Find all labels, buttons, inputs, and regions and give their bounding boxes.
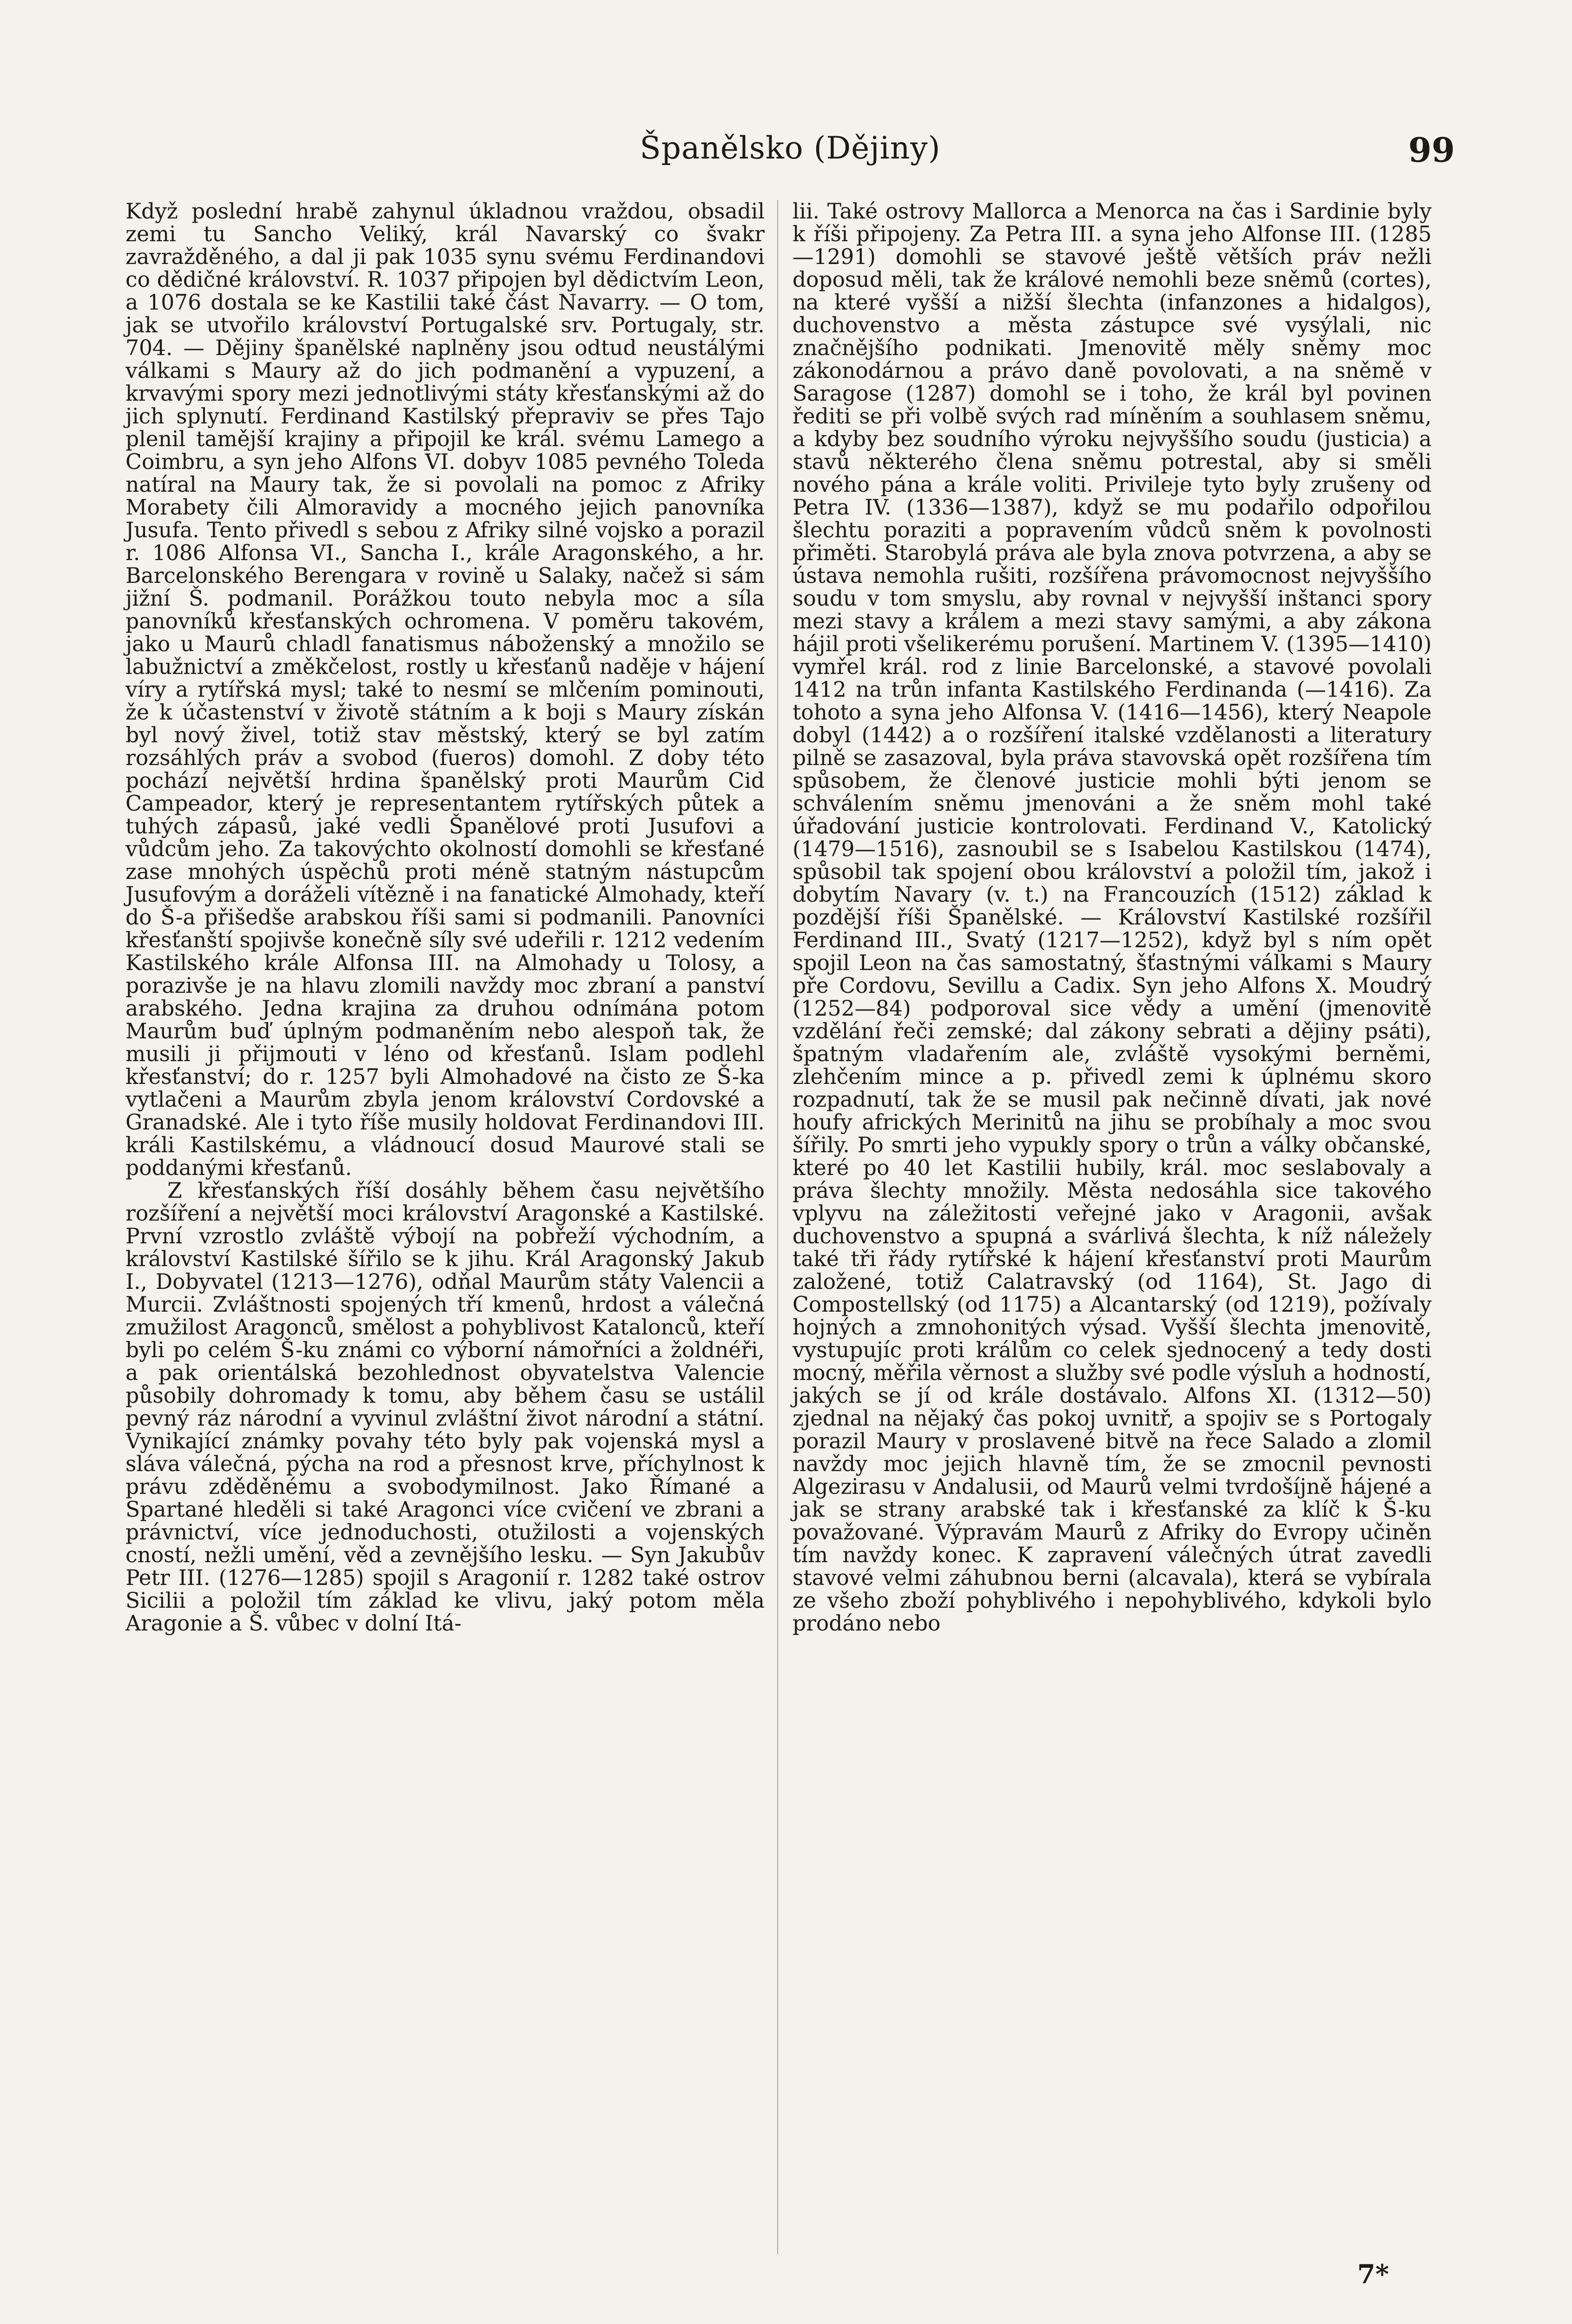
paragraph: lii. Také ostrovy Mallorca a Menorca na čas i Sardinie byly k říši připojeny. Za Petra III. a syna jeho Alfonse III. (1285—1291) domohli se stavové ještě větších práv nežli doposud měli, tak že králové nemohli beze sněmů (cortes), na které vyšší a nižší šlechta (infanzones a hidalgos), duchovenstvo a města zástupce své vysýlali, nic značnějšího podnikati. Jmenovitě měly sněmy moc zákonodárnou a právo daně povolovati, a na sněmě v Saragose (1287) domohl se i toho, že král byl povinen řediti se při volbě svých rad míněním a souhlasem sněmu, a kdyby bez soudního výroku nejvyššího soudu (justicia) a stavů některého člena sněmu potrestal, aby si směli nového pána a krále voliti. Privileje tyto byly zrušeny od Petra IV. (1336—1387), když se mu podařilo odpořilou šlechtu poraziti a popravením vůdců sněm k povolnosti přiměti. Starobylá práva ale byla znova potvrzena, a aby se ústava nemohla rušiti, rozšířena právomocnost nejvyššího soudu v tom smyslu, aby rovnal v nejvyšší inštanci spory mezi stavy a králem a mezi stavy samými, a aby zákona hájil proti všelikerému porušení. Martinem V. (1395—1410) vymřel král. rod z linie Barcelonské, a stavové povolali 1412 na trůn infanta Kastilského Ferdinanda (—1416). Za tohoto a syna jeho Alfonsa V. (1416—1456), který Neapole dobyl (1442) a o rozšíření italské vzdělanosti a literatury pilně se zasazoval, byla práva stavovská opět rozšířena tím spůsobem, že členové justicie mohli býti jenom se schválením sněmu jmenováni a že sněm mohl také úřadování justicie kontrolovati. Ferdinand V., Katolický (1479—1516), zasnoubil se s Isabelou Kastilskou (1474), spůsobil tak spojení obou království a položil tím, jakož i dobytím Navary (v. t.) na Francouzích (1512) základ k pozdější říši Španělské. — Království Kastilské rozšířil Ferdinand III., Svatý (1217—1252), když byl s ním opět spojil Leon na čas samostatný, šťastnými válkami s Maury pře Cordovu, Sevillu a Cadix. Syn jeho Alfons X. Moudrý (1252—84) podporoval sice vědy a umění (jmenovitě vzdělání řeči zemské; dal zákony sebrati a dějiny psáti), špatným vladařením ale, zvláště vysokými berněmi, zlehčením mince a p. přivedl zemi k úplnému skoro rozpadnutí, tak že se musil pak nečinně dívati, jak nové houfy afrických Merinitů na jihu se probíhaly a moc svou šířily. Po smrti jeho vypukly spory o trůn a války občanské, které po 40 let Kastilii hubily, král. moc seslabovaly a práva šlechty množily. Města nedosáhla sice takového vplyvu na záležitosti veřejné jako v Aragonii, avšak duchovenstvo a spupná a svárlivá šlechta, k níž náležely také tři řády rytířské k hájení křesťanství proti Maurům založené, totiž Calatravský (od 1164), St. Jago di Compostellský (od 1175) a Alcantarský (od 1219), požívaly hojných a zmnohonitých výsad. Vyšší šlechta jmenovitě, vystupujíc proti králům co celek sjednocený a tedy dosti mocný, měřila věrnost a služby své podle výsluh a hodností, jakých se jí od krále dostávalo. Alfons XI. (1312—50) zjednal na nějaký čas pokoj uvnitř, a spojiv se s Portogaly porazil Maury v proslavené bitvě na řece Salado a zlomil navždy moc jejich hlavně tím, že se zmocnil pevnosti Algezirasu v Andalusii, od Maurů velmi tvrdošíjně hájené a jak se strany arabské tak i křesťanské za klíč k Š-ku považované. Výpravám Maurů z Afriky do Evropy učiněn tím navždy konec. K zapravení válečných útrat zavedli stavové velmi záhubnou berni (alcavala), která se vybírala ze všeho zboží pohyblivého i nepohyblivého, kdykoli bylo prodáno nebo (793, 199, 1432, 1636)
column-divider (777, 200, 778, 2254)
running-title: Španělsko (Dějiny) (640, 130, 941, 166)
signature-mark: 7* (1357, 2259, 1389, 2290)
left-column (125, 200, 765, 1635)
right-column (793, 200, 1432, 1635)
paragraph: Z křesťanských říší dosáhly během času největšího rozšíření a největší moci království Aragonské a Kastilské. První vzrostlo zvláště výbojí na pobřeží východním, a království Kastilské šířilo se k jihu. Král Aragonský Jakub I., Dobyvatel (1213—1276), odňal Maurům státy Valencii a Murcii. Zvláštnosti spojených tří kmenů, hrdost a válečná zmužilost Aragonců, smělost a pohyblivost Katalonců, kteří byli po celém Š-ku známi co výborní námořníci a žoldnéři, a pak orientálská bezohlednost obyvatelstva Valencie působily dohromady k tomu, aby během času se ustálil pevný ráz národní a vyvinul zvláštní život národní a státní. Vynikající známky povahy této byly pak vojenská mysl a sláva válečná, pýcha na rod a přesnost krve, příchylnost k právu zděděnému a svobodymilnost. Jako Římané a Spartané hleděli si také Aragonci více cvičení ve zbrani a právnictví, více jednoduchosti, otužilosti a vojenských cností, nežli umění, věd a zevnějšího lesku. — Syn Jakubův Petr III. (1276—1285) spojil s Aragonií r. 1282 také ostrov Sicilii a položil tím základ ke vlivu, jaký potom měla Aragonie a Š. vůbec v dolní Itá- (125, 1178, 765, 1636)
paragraph: Když poslední hrabě zahynul úkladnou vraždou, obsadil zemi tu Sancho Veliký, král Navarský co švakr zavražděného, a dal ji pak 1035 synu svému Ferdinandovi co dědičné království. R. 1037 připojen byl dědictvím Leon, a 1076 dostala se ke Kastilii také část Navarry. — O tom, jak se utvořilo království Portugalské srv. Portugaly, str. 704. — Dějiny španělské naplněny jsou odtud neustálými válkami s Maury až do jich podmanění a vypuzení, a krvavými spory mezi jednotlivými státy křesťanskými až do jich splynutí. Ferdinand Kastilský přepraviv se přes Tajo plenil tamější krajiny a připojil ke král. svému Lamego a Coimbru, a syn jeho Alfons VI. dobyv 1085 pevného Toleda natíral na Maury tak, že si povolali na pomoc z Afriky Morabety čili Almoravidy a mocného jejich panovníka Jusufa. Tento přivedl s sebou z Afriky silné vojsko a porazil r. 1086 Alfonsa VI., Sancha I., krále Aragonského, a hr. Barcelonského Berengara v rovině u Salaky, načež si sám jižní Š. podmanil. Porážkou touto nebyla moc a síla panovníků křesťanských ochromena. V poměru takovém, jako u Maurů chladl fanatismus náboženský a množilo se labužnictví a změkčelost, rostly u křesťanů naděje v hájení víry a rytířská mysl; také to nesmí se mlčením pominouti, že k účastenství v životě státním a k boji s Maury získán byl nový živel, totiž stav městský, který se byl zatím rozsáhlých práv a svobod (fueros) domohl. Z doby této pochází největší hrdina španělský proti Maurům Cid Campeador, který je representantem rytířských půtek a tuhých zápasů, jaké vedli Španělové proti Jusufovi a vůdcům jeho. Za takovýchto okolností domohli se křesťané zase mnohých úspěchů proti méně statným nástupcům Jusufovým a doráželi vítězně i na fanatické Almohady, kteří do Š-a přišedše arabskou říši sami si podmanili. Panovníci křesťanští spojivše konečně síly své udeřili r. 1212 vedením Kastilského krále Alfonsa III. na Almohady u Tolosy, a porazivše je na hlavu zlomili navždy moc zbraní a panství arabského. Jedna krajina za druhou odnímána potom Maurům buď úplným podmaněním nebo alespoň tak, že musili ji přijmouti v léno od křesťanů. Islam podlehl křesťanství; do r. 1257 byli Almohadové na čisto ze Š-ka vytlačeni a Maurům zbyla jenom království Cordovské a Granadské. Ale i tyto říše musily holdovat Ferdinandovi III. králi Kastilskému, a vládnoucí dosud Maurové stali se poddanými křesťanů. (125, 199, 765, 1180)
page-header (125, 125, 1455, 181)
page-number: 99 (1408, 130, 1455, 170)
